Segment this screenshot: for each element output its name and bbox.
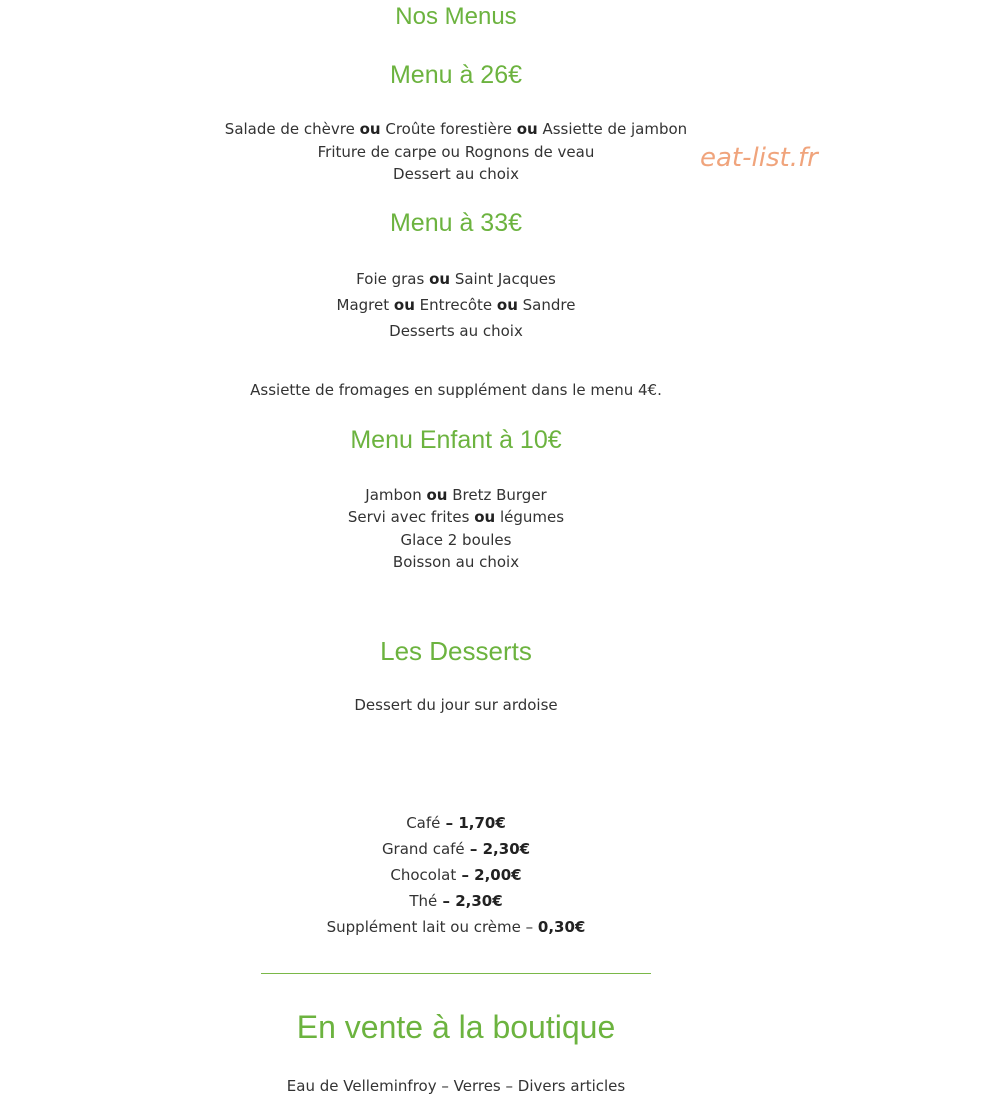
desserts-line-1: Dessert du jour sur ardoise [354,696,558,714]
drink-item: Supplément lait ou crème – 0,30€ [326,918,586,936]
page-title: Nos Menus [395,3,517,30]
drink-item: Grand café – 2,30€ [381,840,531,858]
menu-26-line-3: Dessert au choix [393,165,519,183]
drink-item: Chocolat – 2,00€ [390,866,522,884]
menu-26-heading: Menu à 26€ [389,61,523,89]
menu-enfant-heading: Menu Enfant à 10€ [350,426,562,454]
boutique-line-1: Eau de Velleminfroy – Verres – Divers articles [286,1077,626,1095]
desserts-heading: Les Desserts [380,636,532,666]
menu-26-line-2: Friture de carpe ou Rognons de veau [317,143,595,161]
menu-33-heading: Menu à 33€ [389,209,523,237]
section-divider [261,973,651,974]
watermark: eat-list.fr [700,143,818,173]
menu-26-line-1: Salade de chèvre ou Croûte forestière ou Assiette de jambon [224,120,688,138]
menu-enfant-line-3: Glace 2 boules [400,531,512,549]
drink-item: Thé – 2,30€ [409,892,503,910]
menu-33-line-2: Magret ou Entrecôte ou Sandre [336,296,576,314]
boutique-heading: En vente à la boutique [296,1009,616,1045]
menu-enfant-line-2: Servi avec frites ou légumes [347,508,565,526]
menu-33-line-1: Foie gras ou Saint Jacques [356,270,556,288]
menu-enfant-line-4: Boisson au choix [392,553,520,571]
menu-33-line-3: Desserts au choix [389,322,523,340]
menu-enfant-line-1: Jambon ou Bretz Burger [365,486,547,504]
drink-item: Café – 1,70€ [406,814,506,832]
cheese-note: Assiette de fromages en supplément dans le menu 4€. [250,381,662,399]
